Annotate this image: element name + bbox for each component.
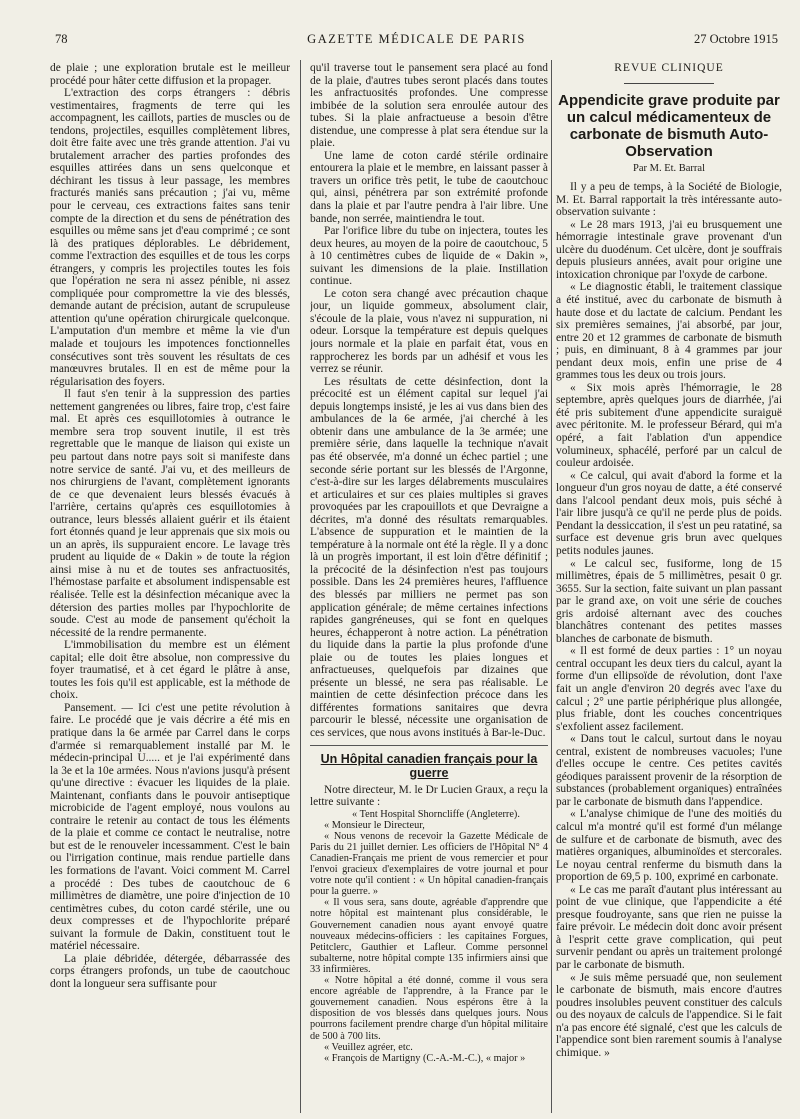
section-rubric: REVUE CLINIQUE — [614, 62, 724, 74]
article-title: Appendicite grave produite par un calcul médicamenteux de carbonate de bismuth Auto-Observation — [558, 91, 780, 160]
paragraph: « Six mois après l'hémorragie, le 28 septembre, après quelques jours de diarrhée, j'ai été pris subitement d'une appendicite suraiguë avec péritonite. M. le professeur Bérard, qui m'a opéré, a fait l'ablation d'un appendice volumineux, sphacélé, perforé par un calcul de couleur ardoisée. — [556, 381, 782, 470]
paragraph: Une lame de coton cardé stérile ordinaire entourera la plaie et le membre, en laissant passer à travers un orifice très petit, le tube de caoutchouc qui, ainsi, pénétrera par son extrémité profonde dans la plaie et par l'autre pendra à l'air libre. Une bande, non serrée, maintiendra le tout. — [310, 149, 548, 225]
letter-place: « Tent Hospital Shorncliffe (Angleterre). — [352, 808, 520, 820]
paragraph: Il faut s'en tenir à la suppression des parties nettement gangrenées ou libres, faire trop, c'est faire mal. Et après ces esquillotomies à outrance le membre sera trop souvent inutile, il est très regrettable que le manque de liaison qui existe un peu partout dans notre pays soit si manifeste dans notre service de santé. J'ai vu, et des meilleurs de nos chirurgiens de l'avant, complètement ignorants de ce que devenaient leurs blessés évacués à l'arrière, certains qu'après ces esquillotomies à outrance, leurs blessés allaient guérir et ils étaient fort étonnés quand je leur apprenais que six mois ou un an après, ils suppuraient encore. Le lavage très prudent au liquide de « Dakin » de toute la région ainsi mise à nu et de toutes ses anfractuosités, l'hémostase parfaite et absolument indispensable est réalisée. Telle est la désinfection mécanique avec la détersion des parties molles par l'hypochlorite de soude. C'est au mode de pansement qu'échoit la nécessité de la rendre permanente. — [50, 388, 290, 639]
section-divider — [310, 745, 548, 746]
paragraph: « Le diagnostic établi, le traitement classique a été institué, avec du carbonate de bismuth à haute dose et du lactate de calcium. Pendant les six premières semaines, j'ai absorbé, par jour, entre 20 et 12 grammes de carbonate de bismuth ; puis, en diminuant, 8 à 4 grammes par jour pendant deux mois, enfin une prise de 4 grammes tous les deux ou trois jours. — [556, 281, 782, 382]
article-headline: Un Hôpital canadien français pour la guerre — [320, 751, 538, 780]
column-3 — [556, 62, 782, 1113]
column-2 — [310, 62, 548, 1113]
paragraph: Par l'orifice libre du tube on injectera, toutes les deux heures, au moyen de la poire de caoutchouc, 5 à 10 centimètres cubes de liquide de « Dakin », suivant les dimensions de la plaie. Instillation continue. — [310, 225, 548, 288]
letter-paragraph: « Nous venons de recevoir la Gazette Médicale de Paris du 21 juillet dernier. Les officiers de l'Hôpital N° 4 Canadien-Français me prient de vous remercier et pour l'envoi gracieux d'exemplaires de votre journal et pour votre note qu'il contient : « Un hôpital canadien-français pour la guerre. » — [310, 830, 548, 898]
letter-salutation: « Monsieur le Directeur, — [324, 819, 425, 831]
paragraph: « Le calcul sec, fusiforme, long de 15 millimètres, épais de 5 millimètres, pesait 0 gr. 3655. Sur la section, faite suivant un plan passant par le grand axe, on voit une série de couches gris ardoisé alternant avec des couches blanchâtres contenant des petites masses blanches de carbonate de bismuth. — [556, 557, 782, 645]
paragraph: « Dans tout le calcul, surtout dans le noyau central, existent de nombreuses vacuoles; l'une d'elles occupe le centre. Ces petites cavités géodiques paraissent provenir de la résorption de substances (probablement organiques) entraînées par le carbonate de bismuth dans l'appendice. — [556, 733, 782, 808]
page-header — [55, 32, 778, 50]
letter-signature: « François de Martigny (C.-A.-M.-C.), « major » — [324, 1052, 526, 1064]
paragraph: « Ce calcul, qui avait d'abord la forme et la longueur d'un gros noyau de datte, a été conservé dans l'alcool pendant deux mois, puis séché à l'air libre jusqu'à ce qu'il ne perde plus de poids. Pendant la dessiccation, il s'est un peu ratatiné, sa surface est devenue gris brun avec quelques petits nodules jaunes. — [556, 469, 782, 557]
column-1 — [50, 62, 290, 1113]
column-rule — [551, 60, 552, 1113]
issue-date: 27 Octobre 1915 — [693, 32, 778, 46]
paragraph: Il y a peu de temps, à la Société de Biologie, M. Et. Barral rapportait la très intéressante auto-observation suivante : — [556, 181, 782, 219]
paragraph: L'extraction des corps étrangers : débris vestimentaires, fragments de terre qui les accompagnent, les caillots, parties de muscles ou de tendons, projectiles, esquilles complètement libres, doit être faite avec une très grande attention. J'ai vu brutalement arracher des parties profondes des esquilles attirées dans un sens quelconque et déchirant les tissus à leur passage, les membres fracturés maniés sans précaution ; j'ai vu, même pour le cerveau, ces extractions faites sans tenir compte de la direction et du sens de pénétration des esquilles ou même sans jet d'eau comprimé ; ce sont là des pratiques déplorables. Le débridement, comme l'extraction des esquilles et de tous les corps étrangers, y compris les projectiles toutes les fois que l'opération ne sera ni assez pénible, ni assez compliquée pour compromettre la vie des blessés, demande autant de précision, autant de scrupuleuse attention qu'une opération chirurgicale quelconque. L'amputation d'un membre et même la vie d'un malade et toujours les impotences fonctionnelles consécutives sont très souvent les résultats de ces manœuvres brutales. Il en est de même pour la régularisation des foyers. — [50, 87, 290, 388]
journal-title: GAZETTE MÉDICALE DE PARIS — [307, 32, 526, 46]
article-author: Par M. Et. Barral — [632, 162, 706, 174]
page-number: 78 — [55, 32, 68, 46]
column-rule — [300, 60, 301, 1113]
paragraph: « Il est formé de deux parties : 1° un noyau central occupant les deux tiers du calcul, ayant la forme d'un ellipsoïde de révolution, dont l'axe fait un angle d'environ 20 degrés avec l'axe du calcul ; 2° une partie périphérique plus allongée, plus friable, dont les couches concentriques s'exfolient assez facilement. — [556, 645, 782, 733]
paragraph: « L'analyse chimique de l'une des moitiés du calcul m'a montré qu'il est formé d'un mélange de sulfure et de carbonate de bismuth, avec des matières organiques, albuminoïdes et stercorales. Le noyau central renferme du bismuth dans la proportion de 69,5 p. 100, exprimé en carbonate. — [556, 808, 782, 884]
paragraph: L'immobilisation du membre est un élément capital; elle doit être absolue, non compressive du foyer traumatisé, et à cet égard le plâtre à anse, toutes les fois qu'il est applicable, est la méthode de choix. — [50, 639, 290, 702]
paragraph: Pansement. — Ici c'est une petite révolution à faire. Le procédé que je vais décrire a été mis en pratique dans la 6e armée par Carrel dans le corps d'armée si remarquablement installé par M. le médecin-principal U..... et je l'ai expérimenté dans la 3e et la 10e armées. Nous n'avions jusqu'à présent qu'une directive : évacuer les liquides de la plaie. Maintenant, confiants dans le pouvoir antiseptique microbicide de l'agent employé, nous voulons au contraire le retenir au contact de tous les éléments de la plaie et comme ce contact le neutralise, notre but est de le renouveler incessamment. C'est le bain ou l'irrigation continue, mais rendue partielle dans les formations de l'avant. Voici comment M. Carrel a procédé : Des tubes de caoutchouc de 6 millimètres de diamètre, une poire d'injection de 10 centimètres cubes, du coton cardé stérile, une ou deux compresses et de l'hypochlorite préparé suivant la formule de Dakin, constituent tout le matériel nécessaire. — [50, 701, 290, 953]
letter-paragraph: « Il vous sera, sans doute, agréable d'apprendre que notre hôpital est maintenant plus considérable, le Gouvernement canadien nous ayant envoyé quatre nouveaux médecins-officiers : les capitaines Forgues, Petitclerc, Gauthier et Lafleur. Comme personnel subalterne, notre hôpital compte 135 infirmiers ainsi que 33 infirmières. — [310, 897, 548, 975]
rubric-divider — [624, 83, 714, 84]
paragraph: Les résultats de cette désinfection, dont la précocité est un élément capital sur lequel j'ai depuis longtemps insisté, je les ai vus dans bien des ambulances de la 6e armée, j'ai cherché à les obtenir dans une ambulance de la 3e armée; une première série, dans laquelle la technique n'avait pas été observée, m'a donné un échec partiel ; une seconde série portant sur les blessés de l'Argonne, c'est-à-dire sur les larges délabrements musculaires et articulaires et sur ces plaies multiples si graves provoquées par les crapouillots et que Devraigne a décrites, m'a donné des résultats remarquables. L'absence de suppuration et le maintien de la température à la normale ont été la règle. Il y a donc là un progrès important, il est loin d'être définitif ; la précocité de la désinfection n'est pas toujours possible. Dans les 24 premières heures, l'affluence des blessés par milliers ne permet pas son application générale; de même certaines infections rapides gangréneuses, qui se font en quelques heures, échapperont à notre action. La pénétration du liquide dans la partie la plus profonde d'une plaie ou de toutes les plaies longues et anfractueuses, quelquefois par dizaines que présente un blessé, ne sera pas réalisable. Le maintien de cette désinfection précoce dans les différentes formations sanitaires que devra parcourir le blessé, nécessite une organisation de ces services, que nous avons institués à Bar-le-Duc. — [310, 375, 548, 739]
paragraph: La plaie débridée, détergée, débarrassée des corps étrangers profonds, un tube de caoutchouc dont la longueur sera suffisante pour — [50, 952, 290, 990]
paragraph: « Le cas me paraît d'autant plus intéressant au point de vue clinique, que l'appendicite a été presque foudroyante, sans que rien ne puisse la faire prévoir. Le médecin doit donc avoir présent à l'esprit cette grave complication, qui peut survenir pendant ou après un traitement prolongé par le carbonate de bismuth. — [556, 883, 782, 971]
letter-closing: « Veuillez agréer, etc. — [324, 1041, 413, 1053]
paragraph: de plaie ; une exploration brutale est le meilleur procédé pour hâter cette diffusion et la propager. — [50, 62, 290, 87]
paragraph: « Je suis même persuadé que, non seulement le carbonate de bismuth, mais encore d'autres poudres insolubles peuvent constituer des calculs ou des noyaux de calculs de l'appendice. Si le fait n'a pas encore été signalé, c'est que les calculs de l'appendice sont bien rarement soumis à l'analyse chimique. » — [556, 971, 782, 1059]
paragraph: qu'il traverse tout le pansement sera placé au fond de la plaie, d'autres tubes seront placés dans toutes les anfractuosités profondes. Une compresse imbibée de la solution sera enroulée autour des tubes. Si la plaie anfractueuse a besoin d'être distendue, une compresse à plat sera étendue sur la plaie. — [310, 62, 548, 150]
paragraph: Le coton sera changé avec précaution chaque jour, un liquide gommeux, absolument clair, s'écoule de la plaie, vous n'avez ni suppuration, ni odeur. Lorsque la température est depuis quelques jours normale et la plaie en parfait état, vous en rapprocherez les bords par un adhésif et vous les verrez se réunir. — [310, 287, 548, 376]
letter-paragraph: « Notre hôpital a été donné, comme il vous sera encore agréable de l'apprendre, à la France par le gouvernement canadien. Nous espérons être à la disposition de vos blessés dans quelques jours. Nous pourrons facilement prendre charge d'un hôpital militaire de 500 à 700 lits. — [310, 975, 548, 1042]
paragraph: « Le 28 mars 1913, j'ai eu brusquement une hémorragie intestinale grave provenant d'un ulcère du duodénum. Cet ulcère, dont je souffrais depuis plusieurs années, avait pour origine une intoxication chronique par l'oxyde de carbone. — [556, 218, 782, 281]
paragraph: Notre directeur, M. le Dr Lucien Graux, a reçu la lettre suivante : — [310, 783, 548, 809]
